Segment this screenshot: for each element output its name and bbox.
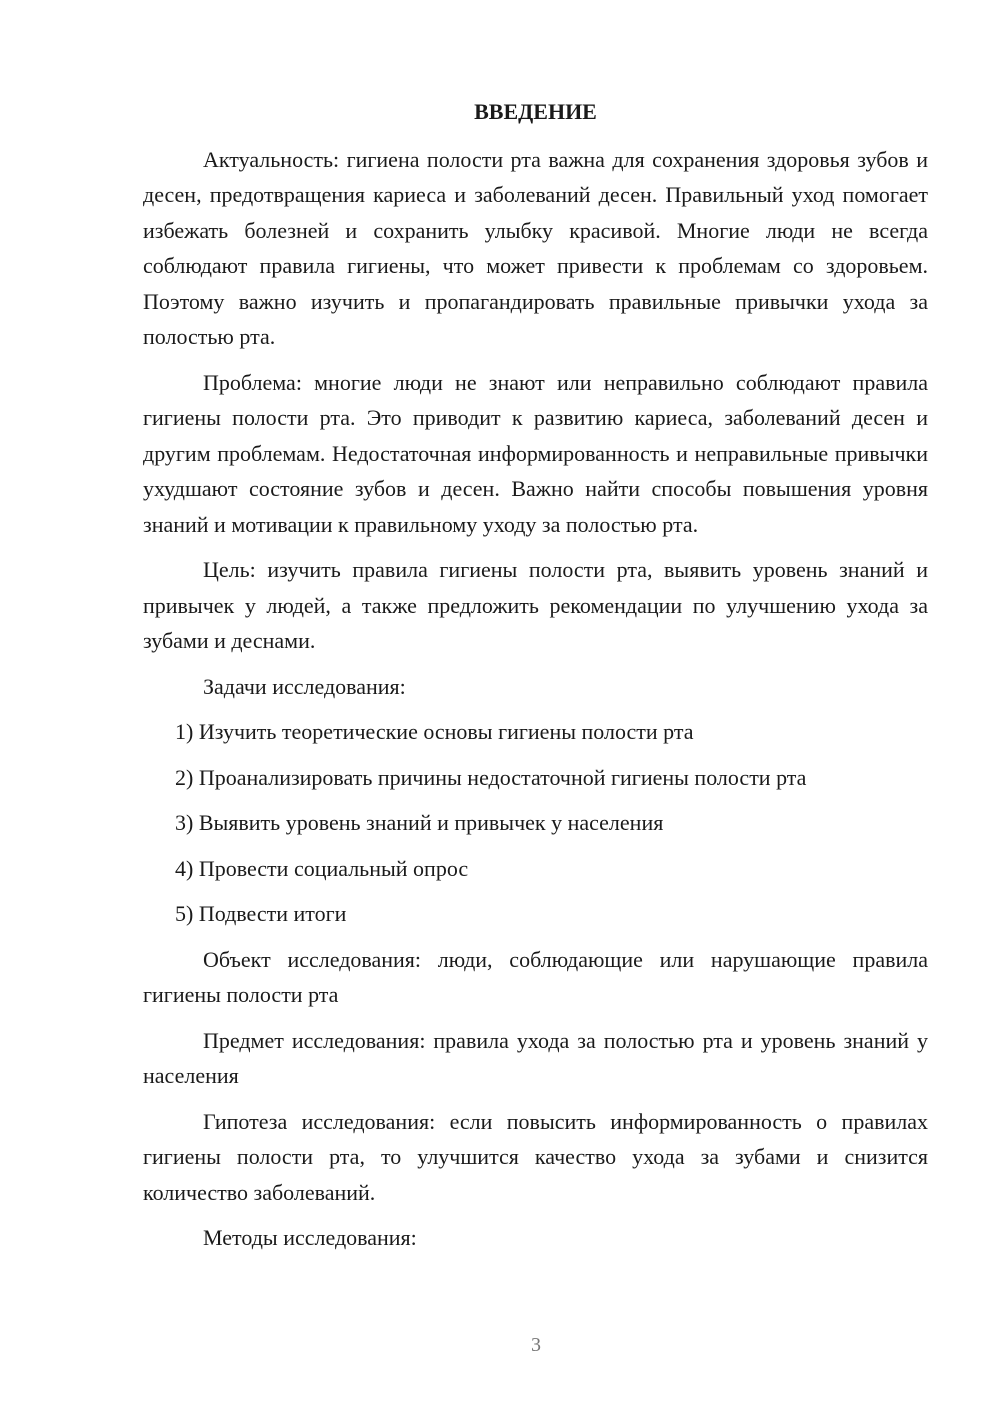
task-item-1: 1) Изучить теоретические основы гигиены полости рта	[175, 719, 694, 744]
task-item-4: 4) Провести социальный опрос	[175, 855, 469, 881]
methods-heading: Методы исследования:	[203, 1225, 417, 1250]
page-content	[143, 94, 928, 1266]
problem-paragraph: Проблема: многие люди не знают или неправильно соблюдают правила гигиены полости рта. Это приводит к развитию кариеса, заболеваний десен и другим проблемам. Недостаточная информированность и неправильные привычки ухудшают состояние зубов и десен. Важно найти способы повышения уровня знаний и мотивации к правильному уходу за полостью рта.	[143, 369, 928, 537]
tasks-heading: Задачи исследования:	[203, 673, 406, 699]
goal-paragraph: Цель: изучить правила гигиены полости рта, выявить уровень знаний и привычек у людей, а также предложить рекомендации по улучшению ухода за зубами и деснами.	[143, 557, 928, 653]
subject-paragraph: Предмет исследования: правила ухода за полостью рта и уровень знаний у населения	[143, 1027, 928, 1088]
task-item-2: 2) Проанализировать причины недостаточной гигиены полости рта	[175, 764, 807, 790]
section-title: ВВЕДЕНИЕ	[474, 99, 597, 124]
object-paragraph: Объект исследования: люди, соблюдающие или нарушающие правила гигиены полости рта	[143, 946, 928, 1007]
hypothesis-paragraph: Гипотеза исследования: если повысить информированность о правилах гигиены полости рта, то улучшится качество ухода за зубами и снизится количество заболеваний.	[143, 1108, 928, 1205]
page-number: 3	[531, 1334, 541, 1356]
task-item-5: 5) Подвести итоги	[175, 901, 347, 926]
relevance-paragraph: Актуальность: гигиена полости рта важна для сохранения здоровья зубов и десен, предотвращения кариеса и заболеваний десен. Правильный уход помогает избежать болезней и сохранить улыбку красивой. Многие люди не всегда соблюдают правила гигиены, что может привести к проблемам со здоровьем. Поэтому важно изучить и пропагандировать правильные привычки ухода за полостью рта.	[143, 146, 928, 349]
tasks-list	[143, 714, 928, 932]
task-item-3: 3) Выявить уровень знаний и привычек у населения	[175, 810, 664, 835]
